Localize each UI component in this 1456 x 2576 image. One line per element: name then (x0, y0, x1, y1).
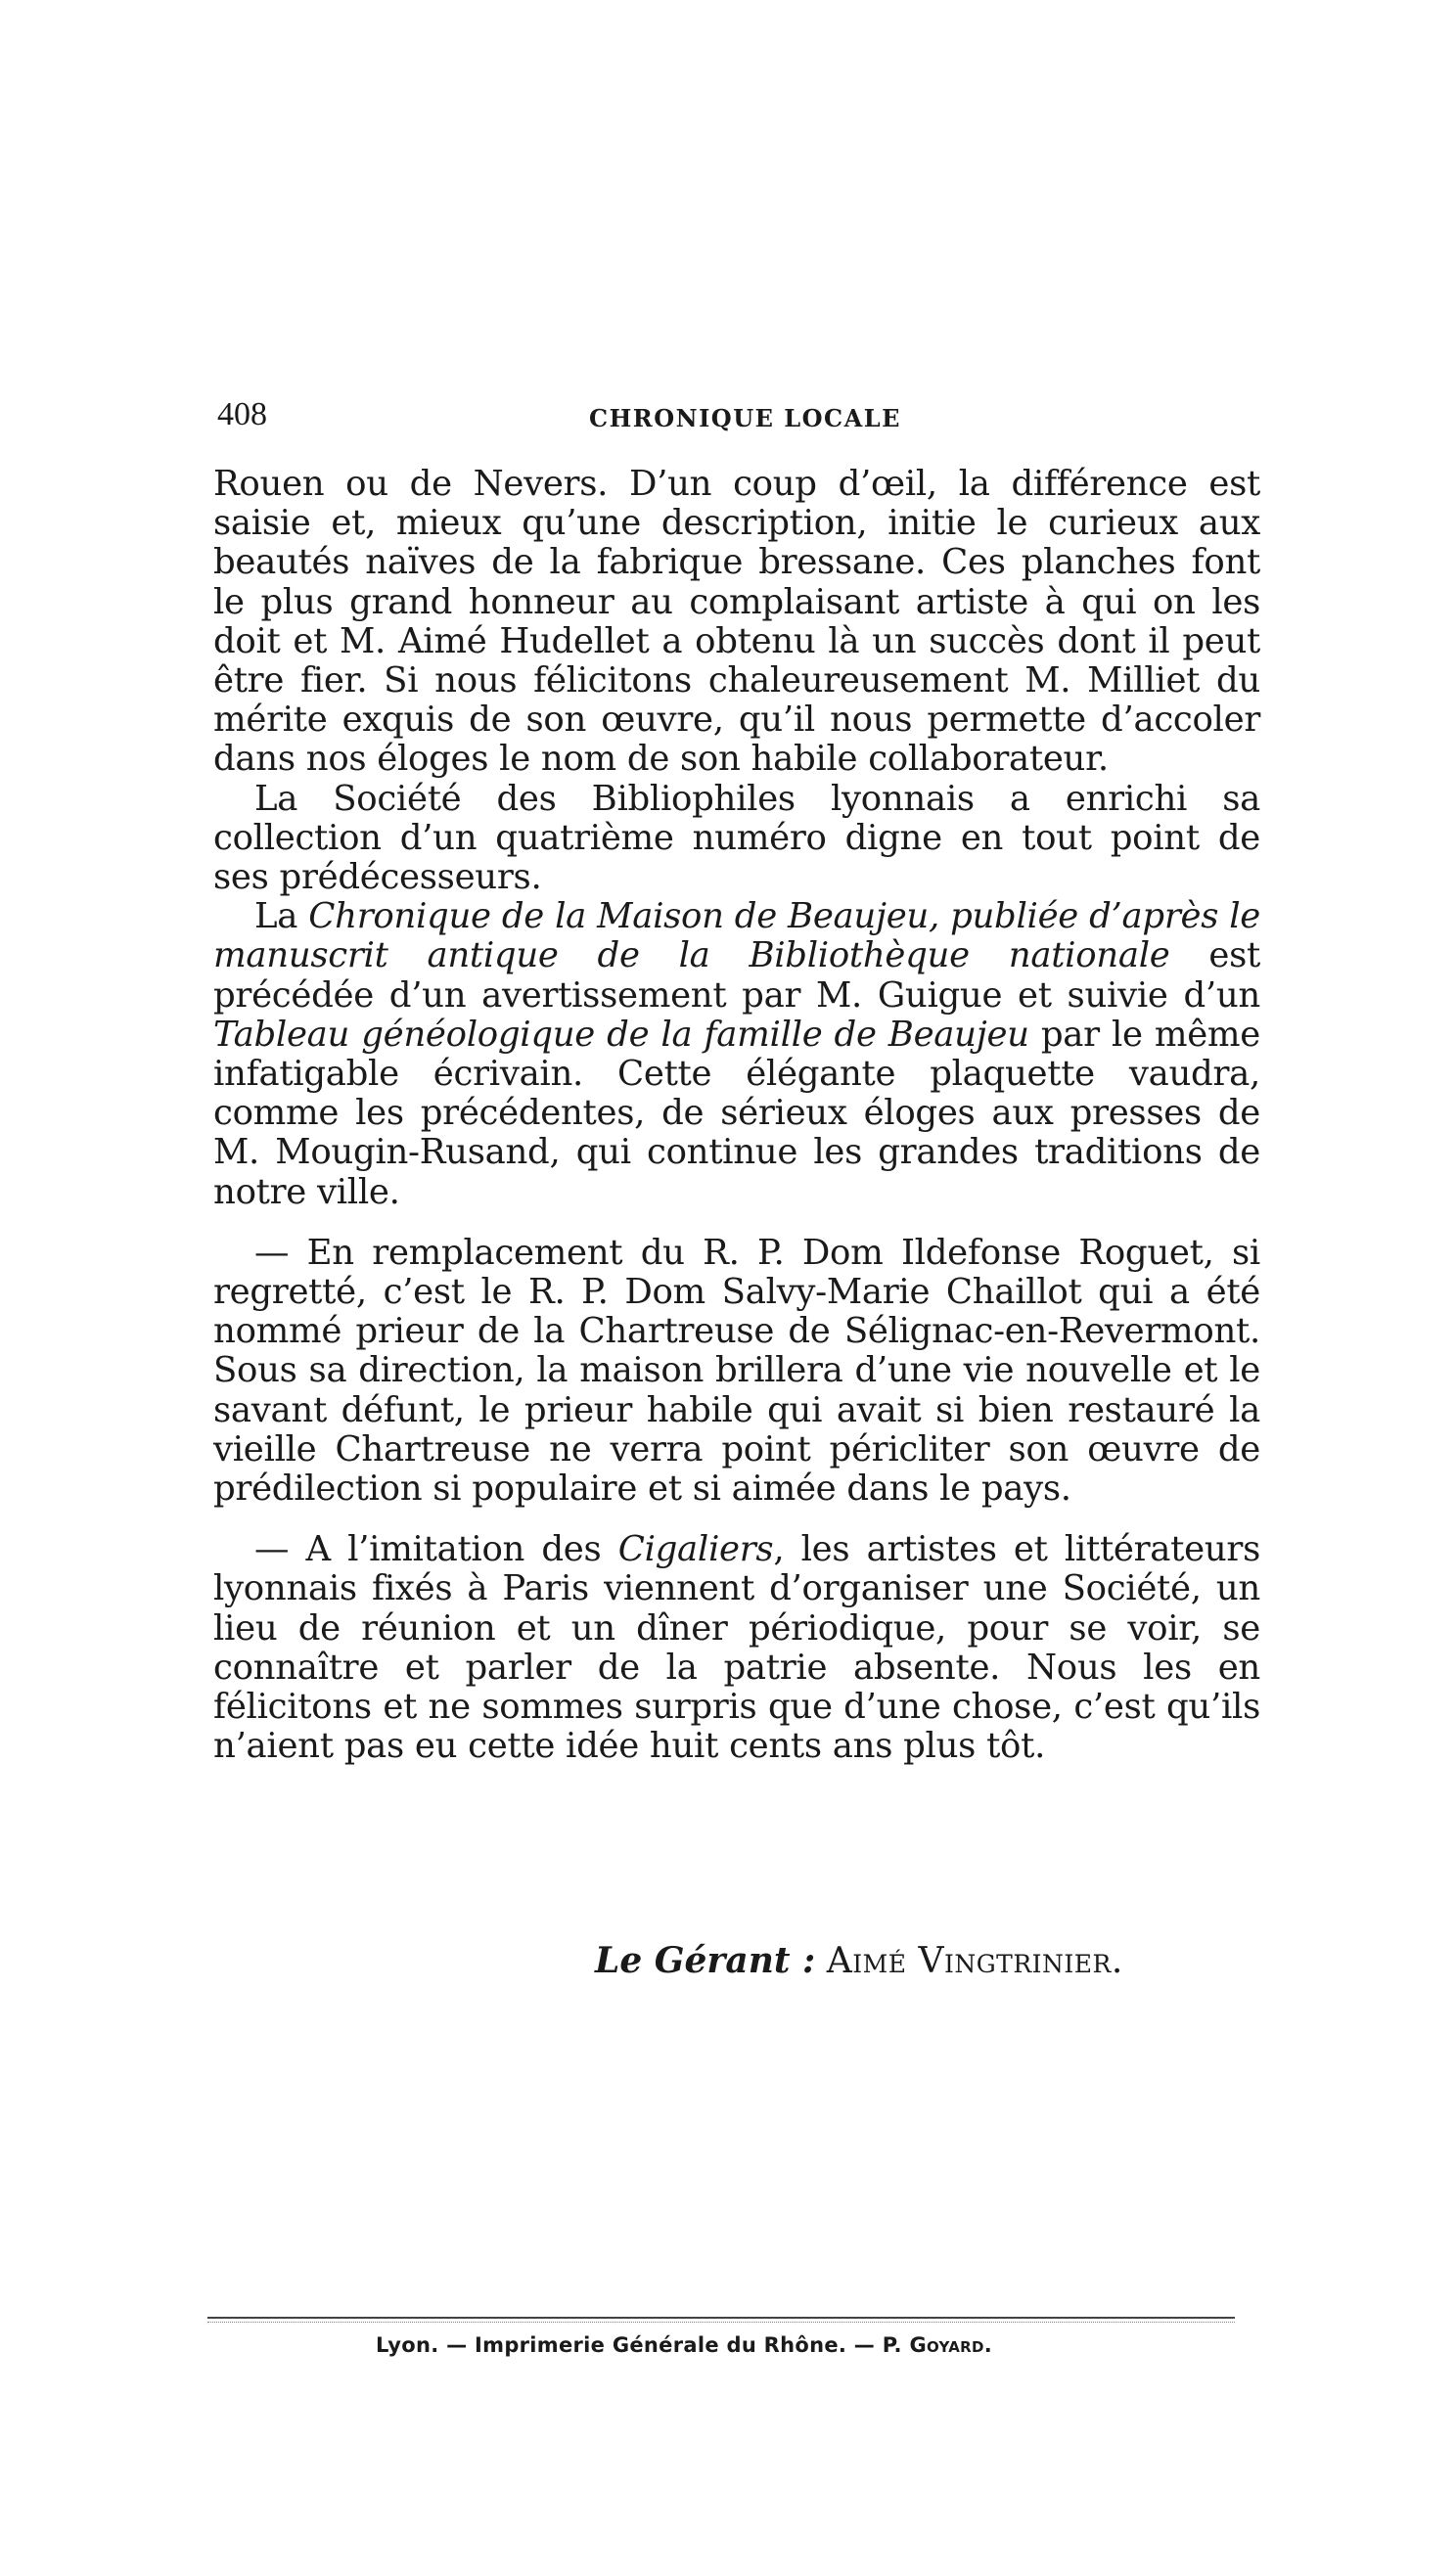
book-title-chronique: Chronique de la Maison de Beaujeu, publiée d’après le manuscrit antique de la Bibliothèque nationale (213, 896, 1261, 976)
footer-rule (207, 2317, 1235, 2319)
book-title-tableau: Tableau généologique de la famille de Beaujeu (213, 1014, 1029, 1055)
paragraph-5 (213, 1530, 1260, 1766)
page-header (217, 396, 1274, 445)
body-text (213, 465, 1260, 1767)
signature-label: Le Gérant : (595, 1940, 816, 1981)
paragraph-3-part-e: par le même infatigable écrivain. Cette élégante plaquette vaudra, comme les précédentes, de sérieux éloges aux presses de M. Mougin-Rusand, qui continue les grandes traditions de notre ville. (213, 1014, 1260, 1212)
paragraph-2: La Société des Bibliophiles lyonnais a enrichi sa collection d’un quatrième numéro digne en tout point de ses prédécesseurs. (213, 778, 1260, 898)
paragraph-3 (213, 897, 1260, 1212)
signature-name: Aimé Vingtrinier. (826, 1941, 1123, 1981)
page-number: 408 (217, 396, 267, 432)
colophon-printer: Goyard. (909, 2333, 993, 2357)
paragraph-5-part-a: — A l’imitation des (254, 1529, 618, 1570)
footer-rule-dotted (207, 2322, 1235, 2323)
paragraph-3-part-c: est précédée d’un avertissement par M. Guigue et suivie d’un (213, 935, 1261, 1016)
colophon (376, 2333, 992, 2357)
cigaliers-name: Cigaliers (617, 1529, 774, 1570)
paragraph-3-part-a: La (254, 896, 309, 937)
paragraph-4: — En remplacement du R. P. Dom Ildefonse Roguet, si regretté, c’est le R. P. Dom Salvy-Marie Chaillot qui a été nommé prieur de la Chartreuse de Sélignac-en-Revermont. Sous sa direction, la maison brillera d’une vie nouvelle et le savant défunt, le prieur habile qui avait si bien restauré la vieille Chartreuse ne verra point péricliter son œuvre de prédilection si populaire et si aimée dans le pays. (213, 1232, 1260, 1510)
running-head: CHRONIQUE LOCALE (589, 404, 901, 432)
paragraph-5-part-c: , les artistes et littérateurs lyonnais fixés à Paris viennent d’organiser une Société, un lieu de réunion et un dîner périodique, pour se voir, se connaître et parler de la patrie absente. Nous les en félicitons et ne sommes surpris que d’une chose, c’est qu’ils n’aient pas eu cette idée huit cents ans plus tôt. (213, 1529, 1260, 1767)
colophon-text: Lyon. — Imprimerie Générale du Rhône. — P. (376, 2333, 910, 2357)
paragraph-1: Rouen ou de Nevers. D’un coup d’œil, la différence est saisie et, mieux qu’une description, initie le curieux aux beautés naïves de la fabrique bressane. Ces planches font le plus grand honneur au complaisant artiste à qui on les doit et M. Aimé Hudellet a obtenu là un succès dont il peut être fier. Si nous félicitons chaleureusement M. Milliet du mérite exquis de son œuvre, qu’il nous permette d’accoler dans nos éloges le nom de son habile collaborateur. (213, 464, 1260, 780)
signature (595, 1940, 1123, 1981)
